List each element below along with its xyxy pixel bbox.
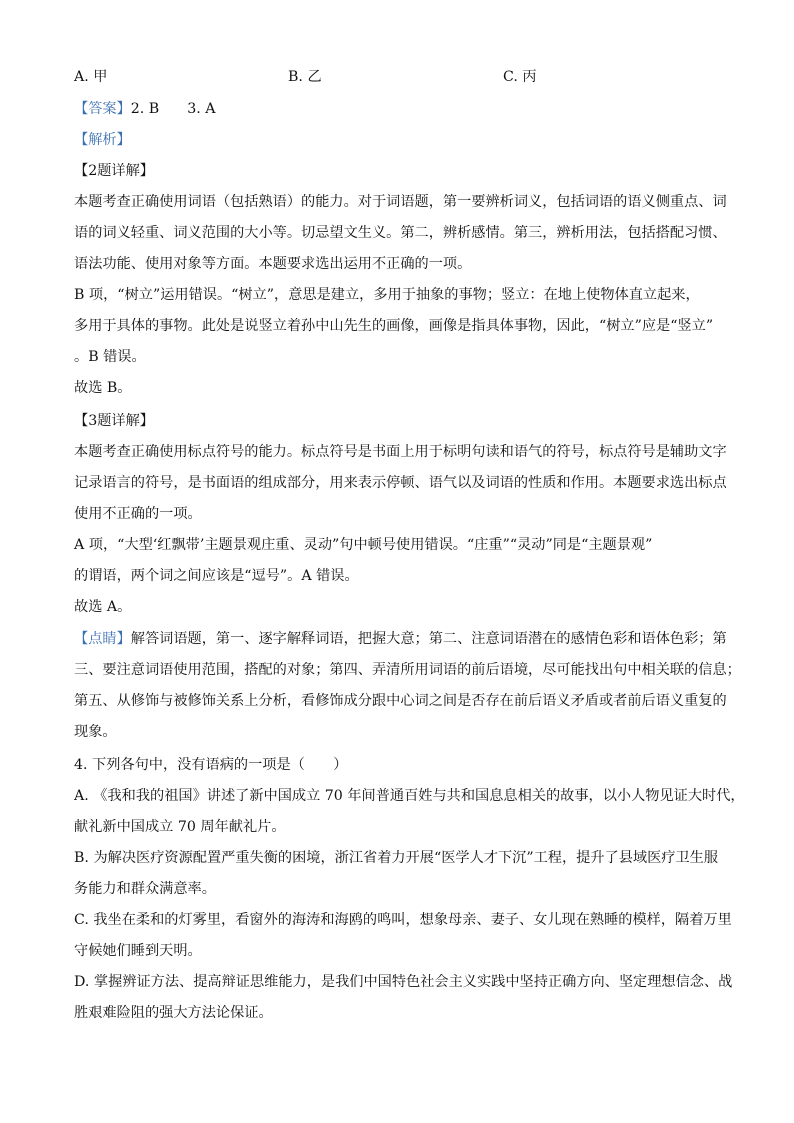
answer-line [74, 98, 216, 120]
tip-text-line: 第五、从修饰与被修饰关系上分析，看修饰成分跟中心词之间是否存在前后语义矛盾或者前后语义重复的 [74, 693, 727, 709]
option-b: B. 乙 [288, 69, 322, 85]
q3-text-line: 记录语言的符号，是书面语的组成部分，用来表示停顿、语气以及词语的性质和作用。本题要求选出标点 [74, 475, 727, 491]
q2-text-line: 语法功能、使用对象等方面。本题要求选出运用不正确的一项。 [74, 256, 472, 272]
q2-text-line: 本题考查正确使用词语（包括熟语）的能力。对于词语题，第一要辨析词义，包括词语的语义侧重点、词 [74, 194, 727, 210]
previous-question-options [74, 66, 734, 88]
q3-heading: 【3题详解】 [74, 413, 154, 429]
q4-option-a: A. 《我和我的祖国》讲述了新中国成立 70 年间普通百姓与共和国息息相关的故事，以小人物见证大时代， [74, 788, 745, 804]
option-c: C. 丙 [503, 69, 537, 85]
tip-text-line: 三、要注意词语使用范围，搭配的对象；第四、弄清所用词语的前后语境，尽可能找出句中相关联的信息； [74, 662, 741, 678]
answer-label: 【答案】 [74, 101, 131, 117]
q2-text-line: 语的词义轻重、词义范围的大小等。切忌望文生义。第二，辨析感情。第三，辨析用法，包括搭配习惯、 [74, 225, 727, 241]
q3-text-line: 的谓语，两个词之间应该是“逗号”。A 错误。 [74, 568, 359, 584]
analysis-label: 【解析】 [74, 132, 131, 148]
q4-stem: 4. 下列各句中，没有语病的一项是（ ） [74, 757, 348, 773]
tip-text-line: 现象。 [74, 724, 117, 740]
q4-option-b-cont: 务能力和群众满意率。 [74, 881, 216, 897]
q4-option-d: D. 掌握辨证方法、提高辩证思维能力，是我们中国特色社会主义实践中坚持正确方向、坚定理想信念、战 [74, 974, 733, 990]
q2-heading: 【2题详解】 [74, 163, 154, 179]
option-a: A. 甲 [74, 69, 108, 85]
q4-option-c-cont: 守候她们睡到天明。 [74, 943, 202, 959]
tip-label: 【点睛】 [74, 631, 131, 647]
q3-text-line: A 项，“大型‘红飘带’主题景观庄重、灵动”句中顿号使用错误。“庄重”“灵动”同是“主题景观” [74, 537, 653, 553]
answer-value-2: 2. B [130, 101, 160, 117]
q4-option-d-cont: 胜艰难险阻的强大方法论保证。 [74, 1005, 273, 1021]
tip-line [74, 628, 727, 650]
answer-value-3: 3. A [187, 101, 216, 117]
q2-text-line: 。B 错误。 [74, 349, 146, 365]
q3-conclusion: 故选 A。 [74, 599, 132, 615]
q3-text-line: 本题考查正确使用标点符号的能力。标点符号是书面上用于标明句读和语气的符号，标点符号是辅助文字 [74, 444, 727, 460]
q2-conclusion: 故选 B。 [74, 380, 132, 396]
tip-text: 解答词语题，第一、逐字解释词语，把握大意；第二、注意词语潜在的感情色彩和语体色彩；第 [130, 631, 727, 647]
q4-option-b: B. 为解决医疗资源配置严重失衡的困境，浙江省着力开展“医学人才下沉”工程，提升了县域医疗卫生服 [74, 850, 719, 866]
q4-option-a-cont: 献礼新中国成立 70 周年献礼片。 [74, 819, 286, 835]
q2-text-line: 多用于具体的事物。此处是说竖立着孙中山先生的画像，画像是指具体事物，因此，“树立”应是“竖立” [74, 318, 714, 334]
q4-option-c: C. 我坐在柔和的灯雾里，看窗外的海涛和海鸥的鸣叫，想象母亲、妻子、女儿现在熟睡的模样，隔着万里 [74, 912, 732, 928]
q3-text-line: 使用不正确的一项。 [74, 506, 202, 522]
q2-text-line: B 项，“树立”运用错误。“树立”，意思是建立，多用于抽象的事物；竖立：在地上使物体直立起来， [74, 287, 700, 303]
